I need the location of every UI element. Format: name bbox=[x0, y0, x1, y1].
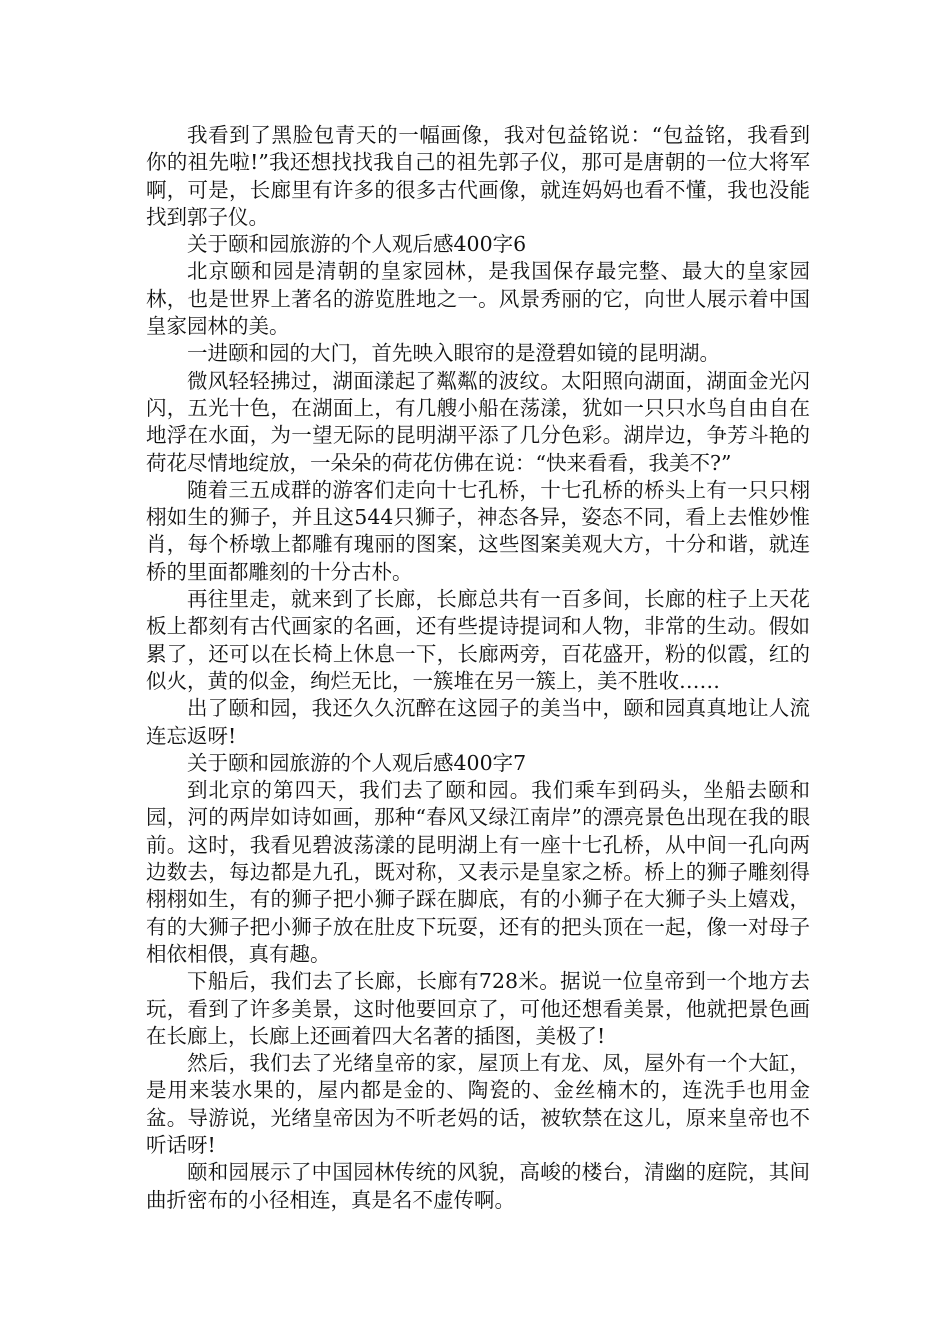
paragraph: 颐和园展示了中国园林传统的风貌，高峻的楼台，清幽的庭院，其间曲折密布的小径相连，真是名不虚传啊。 bbox=[146, 1160, 810, 1212]
section-heading: 关于颐和园旅游的个人观后感400字7 bbox=[187, 750, 527, 775]
paragraph: 一进颐和园的大门，首先映入眼帘的是澄碧如镜的昆明湖。 bbox=[187, 341, 720, 366]
paragraph: 出了颐和园，我还久久沉醉在这园子的美当中，颐和园真真地让人流连忘返呀! bbox=[146, 696, 810, 748]
paragraph: 我看到了黑脸包青天的一幅画像，我对包益铭说：“包益铭，我看到你的祖先啦!”我还想找找我自己的祖先郭子仪，那可是唐朝的一位大将军啊，可是，长廊里有许多的很多古代画像，就连妈妈也看不懂，我也没能找到郭子仪。 bbox=[146, 123, 810, 229]
document-body bbox=[146, 122, 810, 1214]
paragraph: 北京颐和园是清朝的皇家园林，是我国保存最完整、最大的皇家园林，也是世界上著名的游览胜地之一。风景秀丽的它，向世人展示着中国皇家园林的美。 bbox=[146, 259, 810, 339]
paragraph: 然后，我们去了光绪皇帝的家，屋顶上有龙、凤，屋外有一个大缸，是用来装水果的，屋内都是金的、陶瓷的、金丝楠木的，连洗手也用金盆。导游说，光绪皇帝因为不听老妈的话，被软禁在这儿，原来皇帝也不听话呀! bbox=[146, 1051, 810, 1157]
section-heading: 关于颐和园旅游的个人观后感400字6 bbox=[187, 232, 527, 257]
paragraph: 微风轻轻拂过，湖面漾起了粼粼的波纹。太阳照向湖面，湖面金光闪闪，五光十色，在湖面上，有几艘小船在荡漾，犹如一只只水鸟自由自在地浮在水面，为一望无际的昆明湖平添了几分色彩。湖岸边，争芳斗艳的荷花尽情地绽放，一朵朵的荷花仿佛在说：“快来看看，我美不?” bbox=[146, 368, 810, 475]
paragraph: 下船后，我们去了长廊，长廊有728米。据说一位皇帝到一个地方去玩，看到了许多美景，这时他要回京了，可他还想看美景，他就把景色画在长廊上，长廊上还画着四大名著的插图，美极了! bbox=[146, 969, 810, 1048]
paragraph: 到北京的第四天，我们去了颐和园。我们乘车到码头，坐船去颐和园，河的两岸如诗如画，那种“春风又绿江南岸”的漂亮景色出现在我的眼前。这时，我看见碧波荡漾的昆明湖上有一座十七孔桥，从中间一孔向两边数去，每边都是九孔，既对称，又表示是皇家之桥。桥上的狮子雕刻得栩栩如生，有的狮子把小狮子踩在脚底，有的小狮子在大狮子头上嬉戏，有的大狮子把小狮子放在肚皮下玩耍，还有的把头顶在一起，像一对母子相依相偎，真有趣。 bbox=[146, 778, 810, 966]
paragraph: 再往里走，就来到了长廊，长廊总共有一百多间，长廊的柱子上天花板上都刻有古代画家的名画，还有些提诗提词和人物，非常的生动。假如累了，还可以在长椅上休息一下，长廊两旁，百花盛开，粉的似霞，红的似火，黄的似金，绚烂无比，一簇堆在另一簇上，美不胜收…… bbox=[146, 587, 810, 693]
paragraph: 随着三五成群的游客们走向十七孔桥，十七孔桥的桥头上有一只只栩栩如生的狮子，并且这544只狮子，神态各异，姿态不同，看上去惟妙惟肖，每个桥墩上都雕有瑰丽的图案，这些图案美观大方，十分和谐，就连桥的里面都雕刻的十分古朴。 bbox=[146, 477, 810, 584]
